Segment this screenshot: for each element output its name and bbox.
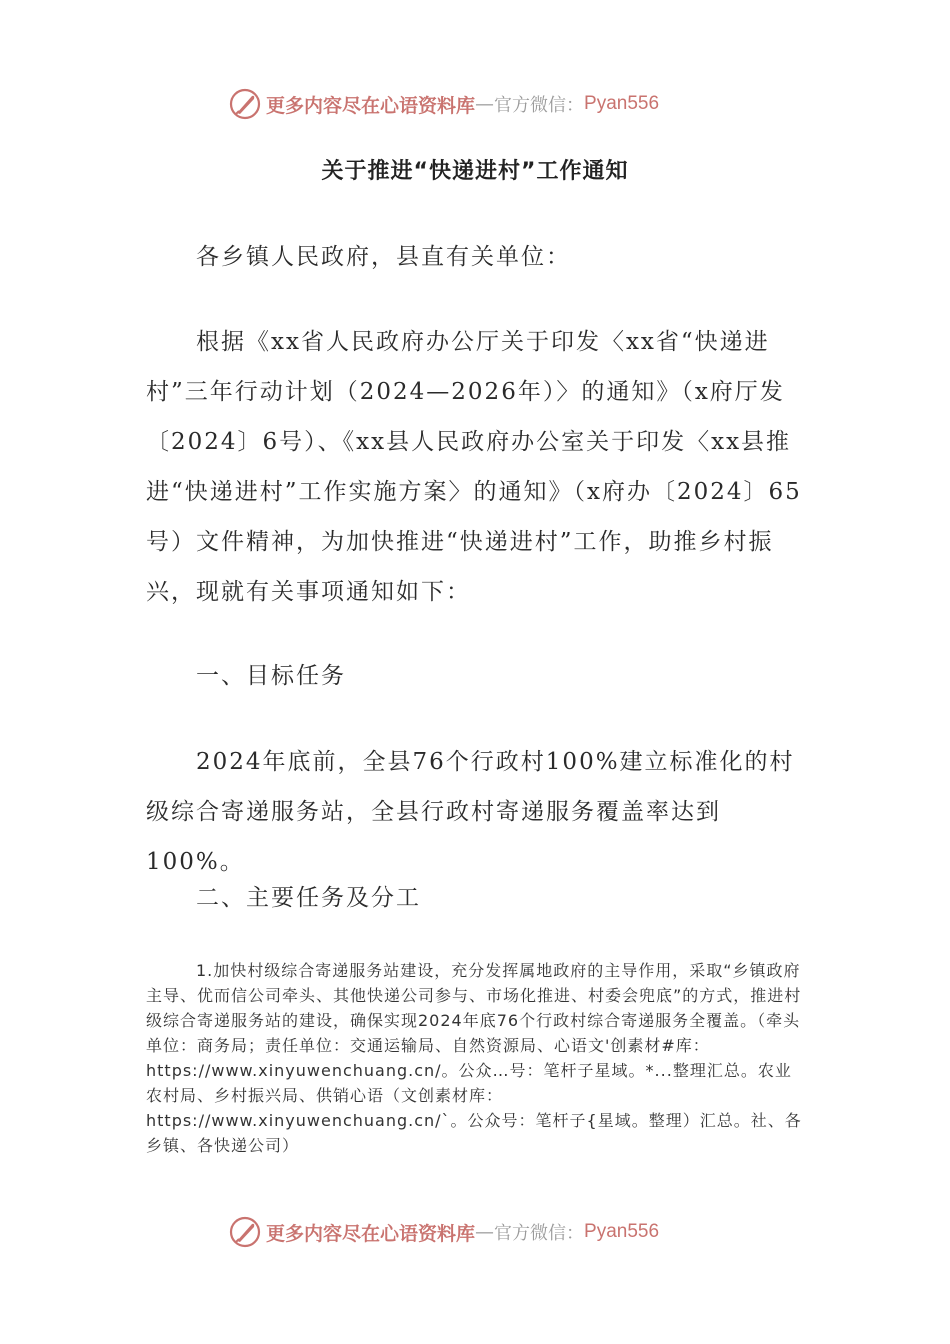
item1-paragraph: 1.加快村级综合寄递服务站建设，充分发挥属地政府的主导作用，采取“乡镇政府主导、优而信公司牵头、其他快递公司参与、市场化推进、村委会兜底”的方式，推进村级综合寄递服务站的建设，确保实现2024年底76个行政村综合寄递服务全覆盖。（牵头单位：商务局；责任单位：交通运输局、自然资源局、心语文'创素材#库：https://www.xinyuwenchuang.cn/。公众…号：笔杆子星域。*...整理汇总。农业农村局、乡村振兴局、供销心语（文创素材库：https://www.xinyuwenchuang.cn/`。公众号：笔杆子{星域。整理）汇总。社、各乡镇、各快递公司） [146,961,802,1155]
watermark-main-text: 更多内容尽在心语资料库 [266,94,476,117]
watermark-sub-text: 官方微信： [494,1223,585,1244]
watermark-footer [228,1212,659,1252]
intro-paragraph: 根据《xx省人民政府办公厅关于印发〈xx省“快递进村”三年行动计划（2024—2026年）〉的通知》（x府厅发〔2024〕6号）、《xx县人民政府办公室关于印发〈xx县推进“快递进村”工作实施方案〉的通知》（x府办〔2024〕65号）文件精神，为加快推进“快递进村”工作，助推乡村振兴，现就有关事项通知如下： [146,329,802,605]
quill-logo-icon [228,1215,262,1249]
section2-heading: 二、主要任务及分工 [196,885,421,911]
watermark-id: Pyan556 [584,1221,660,1242]
document-title: 关于推进“快递进村”工作通知 [321,159,629,184]
salutation: 各乡镇人民政府，县直有关单位： [196,244,571,270]
watermark-dash: — [475,1221,495,1243]
section1-body: 2024年底前，全县76个行政村100%建立标准化的村级综合寄递服务站，全县行政村寄递服务覆盖率达到100%。 [146,749,795,875]
watermark-main-text: 更多内容尽在心语资料库 [266,1222,476,1245]
watermark-id: Pyan556 [584,93,660,114]
watermark-dash: — [475,93,495,115]
watermark-sub-text: 官方微信： [494,95,585,116]
watermark-header [228,84,659,124]
quill-logo-icon [228,87,262,121]
section1-heading: 一、目标任务 [196,663,346,689]
